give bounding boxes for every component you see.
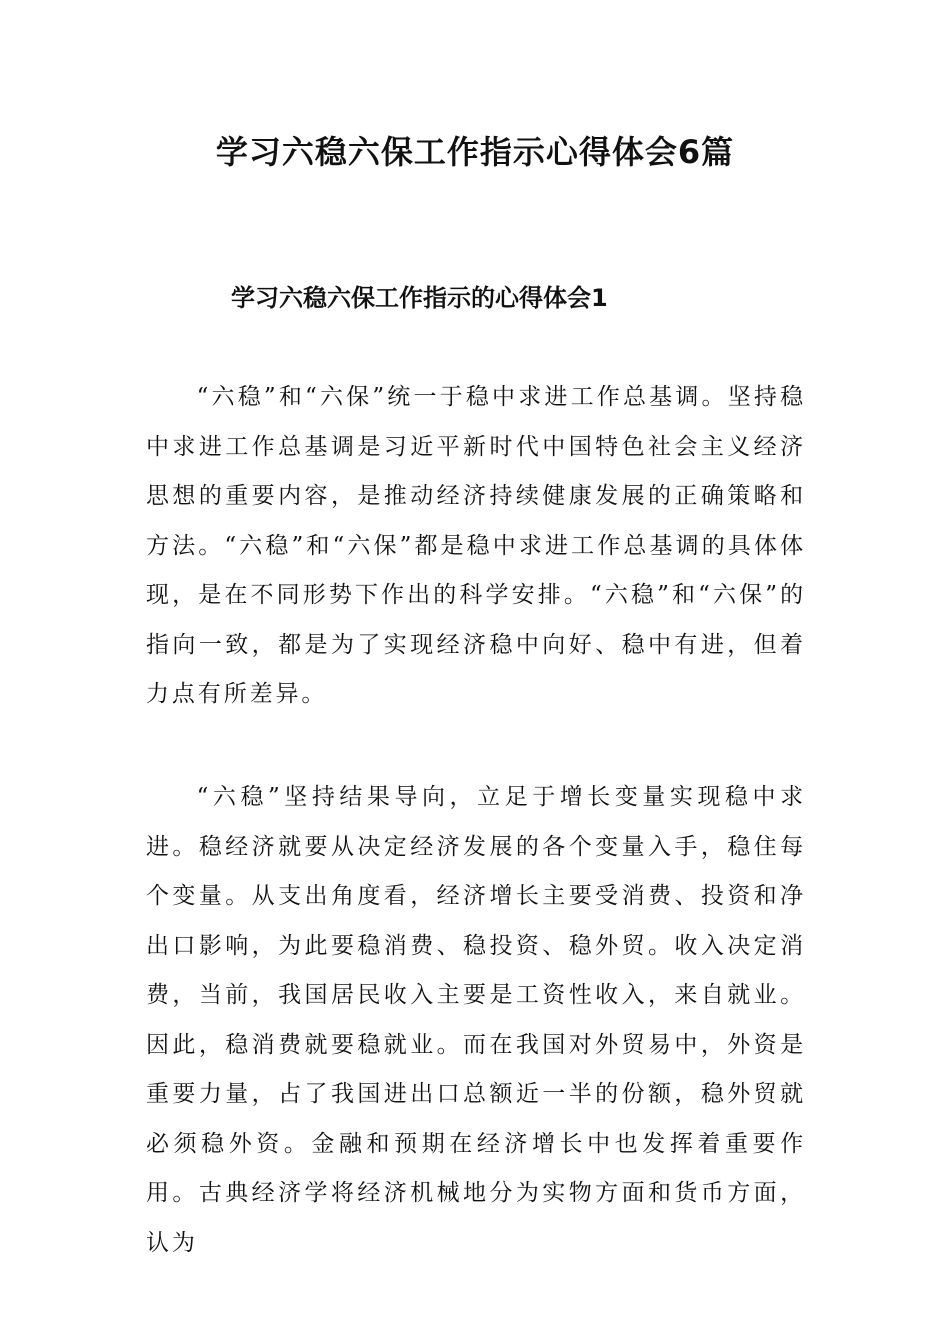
document-title: 学习六稳六保工作指示心得体会6篇 [215,133,735,171]
body-paragraph-1: “六稳”和“六保”统一于稳中求进工作总基调。坚持稳中求进工作总基调是习近平新时代中国特色社会主义经济思想的重要内容，是推动经济持续健康发展的正确策略和方法。“六稳”和“六保”都是稳中求进工作总基调的具体体现，是在不同形势下作出的科学安排。“六稳”和“六保”的指向一致，都是为了实现经济稳中向好、稳中有进，但着力点有所差异。 [146,384,806,707]
body-paragraph-2: “六稳”坚持结果导向，立足于增长变量实现稳中求进。稳经济就要从决定经济发展的各个变量入手，稳住每个变量。从支出角度看，经济增长主要受消费、投资和净出口影响，为此要稳消费、稳投资、稳外贸。收入决定消费，当前，我国居民收入主要是工资性收入，来自就业。因此，稳消费就要稳就业。而在我国对外贸易中，外资是重要力量，占了我国进出口总额近一半的份额，稳外贸就必须稳外资。金融和预期在经济增长中也发挥着重要作用。古典经济学将经济机械地分为实物方面和货币方面，认为 [146,784,806,1256]
section-title: 学习六稳六保工作指示的心得体会1 [231,284,608,312]
